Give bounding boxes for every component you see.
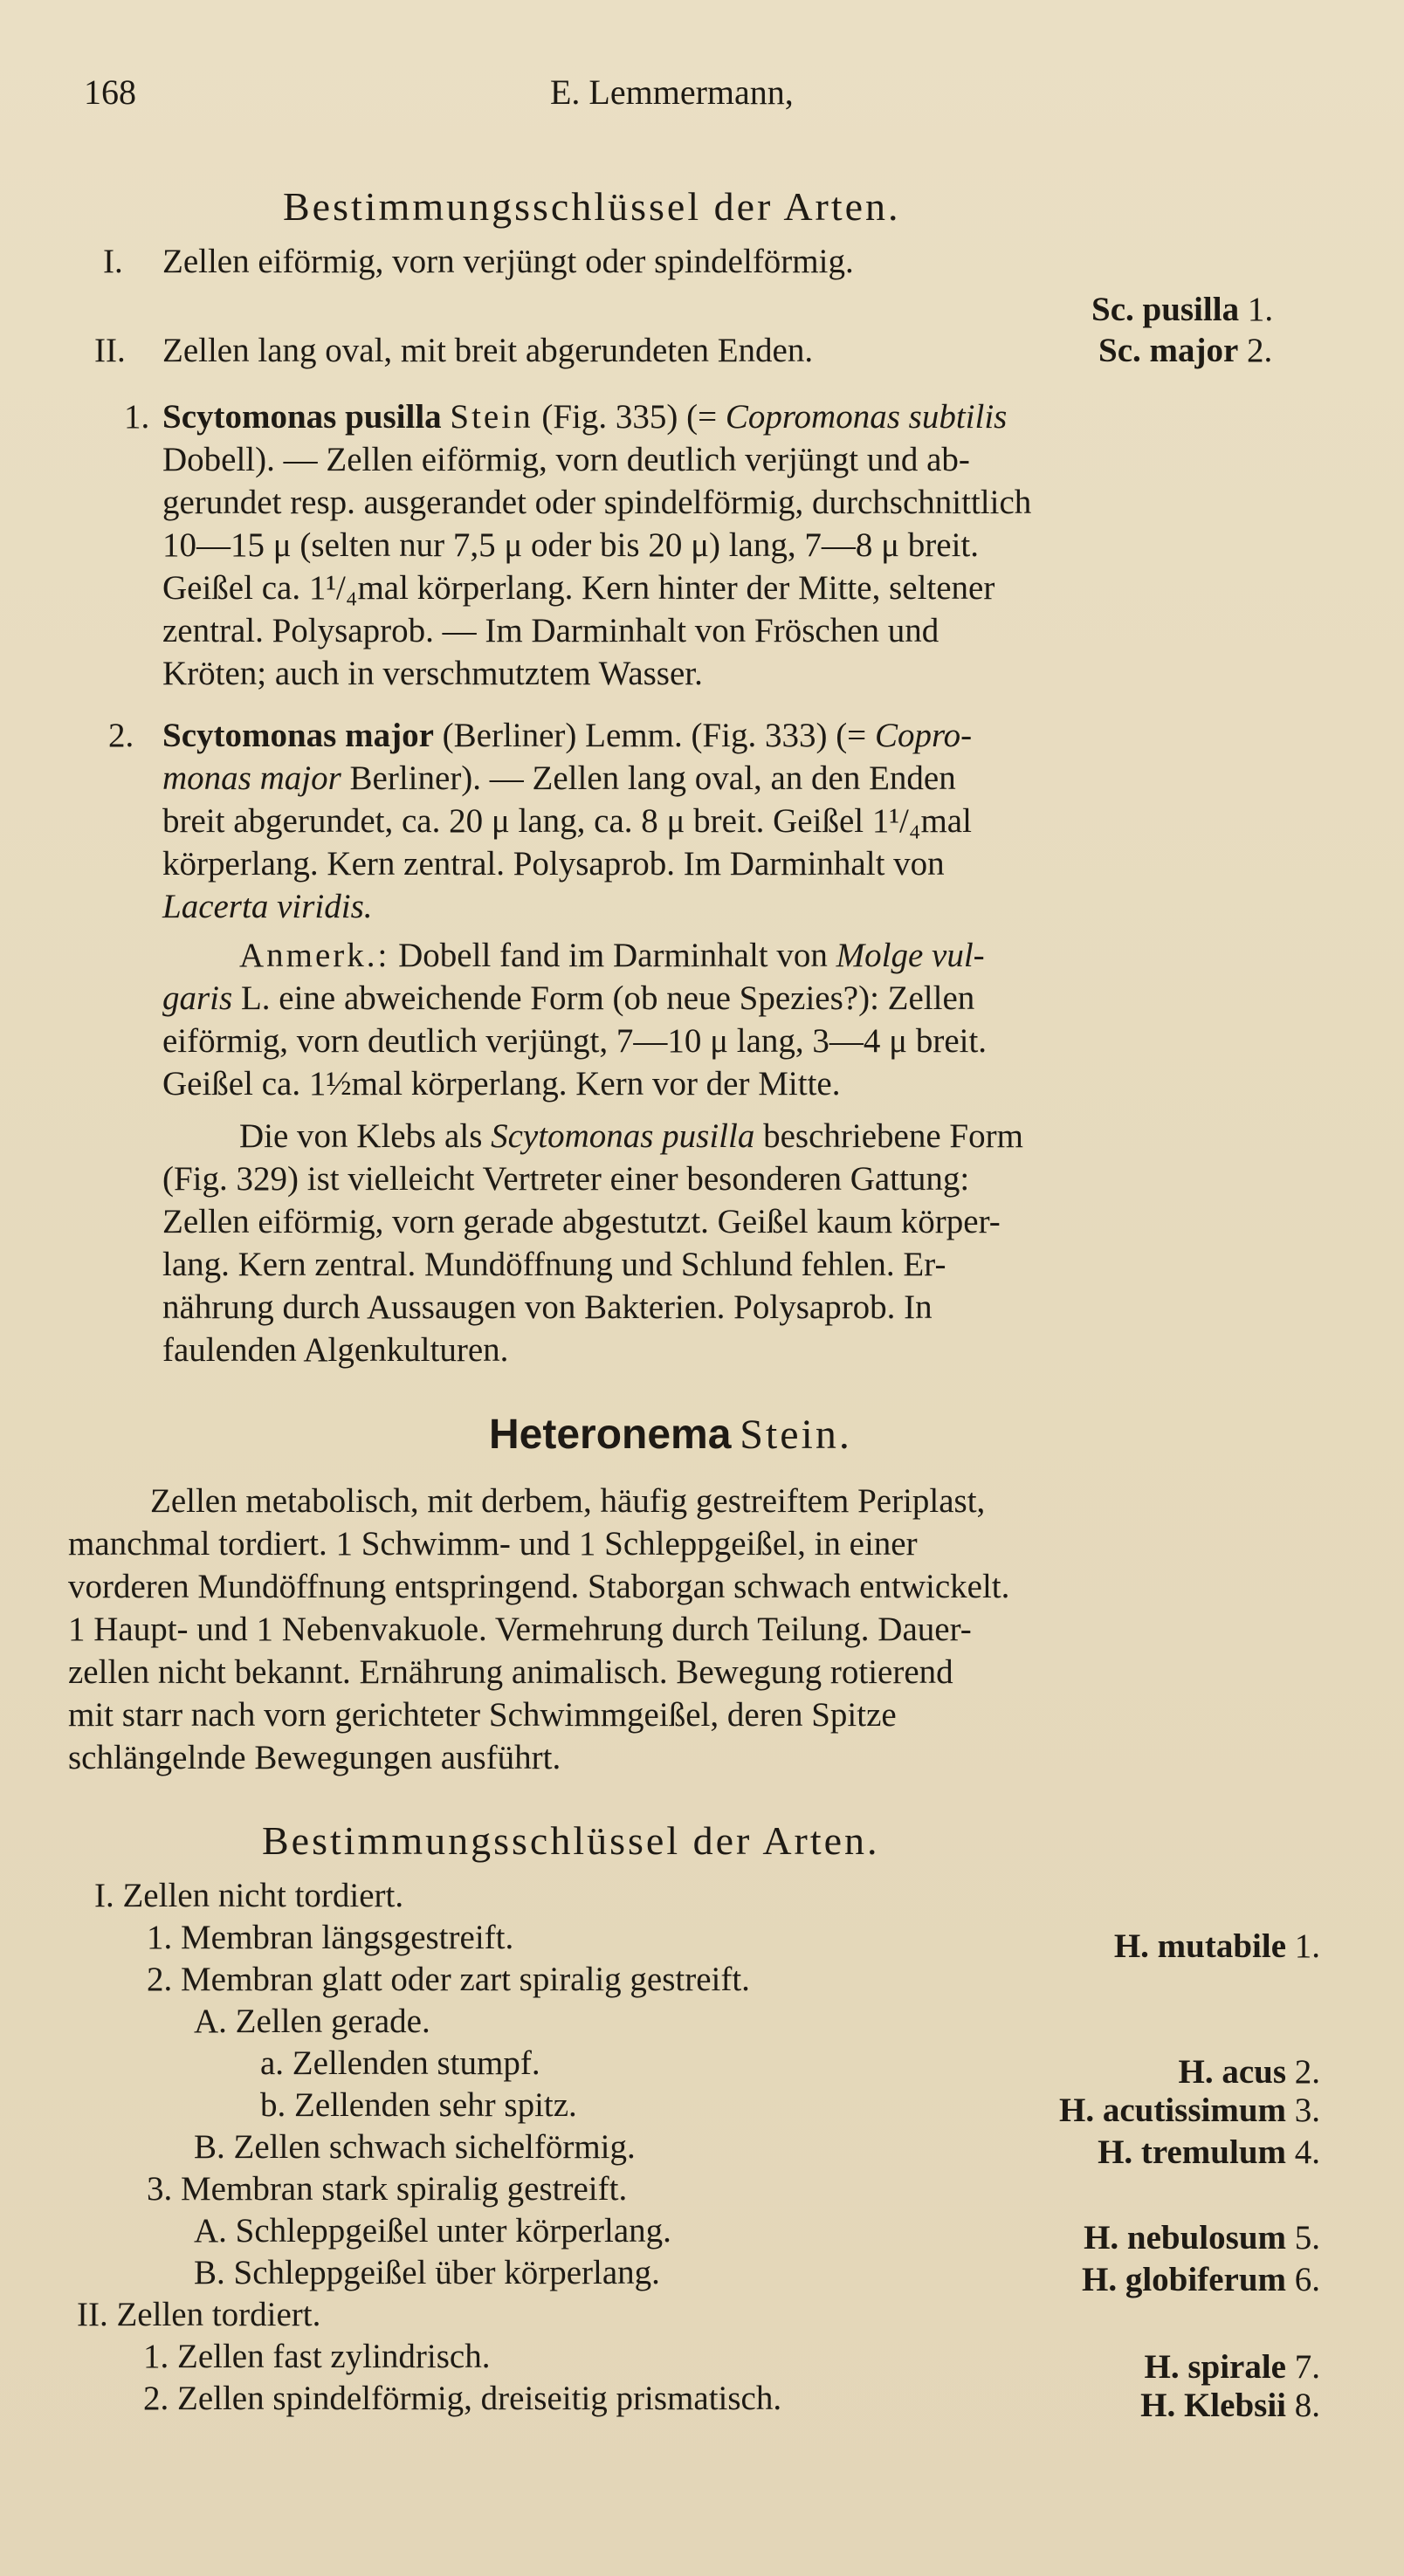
- species-author: (Berliner) Lemm. (Fig. 333) (=: [433, 717, 875, 754]
- key-lead-text: Zellen eiförmig, vorn verjüngt oder spindelförmig.: [162, 243, 854, 280]
- species-name: H. acus: [1178, 2053, 1286, 2091]
- body-line: nährung durch Aussaugen von Bakterien. Polysaprob. In: [162, 1288, 933, 1326]
- species-name: H. mutabile: [1113, 1927, 1286, 1965]
- key-row-text: 2. Membran glatt oder zart spiralig gestreift.: [147, 1961, 750, 1998]
- body-line: zentral. Polysaprob. — Im Darminhalt von Fröschen und: [162, 612, 939, 649]
- note-label: Anmerk.:: [239, 937, 390, 974]
- body-line: schlängelnde Bewegungen ausführt.: [68, 1739, 561, 1776]
- key-row-text: a. Zellenden stumpf.: [260, 2044, 540, 2082]
- taxon-name: garis: [162, 979, 233, 1017]
- body-line: [162, 761, 956, 795]
- note-first-line: [239, 1119, 1023, 1153]
- body-line: (Fig. 329) ist vielleicht Vertreter einer besonderen Gattung:: [162, 1160, 970, 1198]
- species-number: 1.: [1294, 1927, 1320, 1965]
- key-row-text: B. Schleppgeißel über körperlang.: [194, 2254, 660, 2291]
- key-row-text: 1. Zellen fast zylindrisch.: [143, 2338, 491, 2375]
- body-text: L. eine abweichende Form (ob neue Spezies?): Zellen: [232, 979, 975, 1017]
- key-row-text: 1. Membran längsgestreift.: [147, 1919, 514, 1956]
- key-result: [1084, 2221, 1320, 2255]
- body-text: Dobell fand im Darminhalt von: [389, 937, 836, 974]
- figure-ref: (Fig. 335) (=: [533, 398, 726, 436]
- key-result: [1091, 292, 1273, 326]
- body-line: Zellen metabolisch, mit derbem, häufig gestreiftem Periplast,: [150, 1482, 986, 1520]
- body-line: manchmal tordiert. 1 Schwimm- und 1 Schleppgeißel, in einer: [68, 1525, 918, 1563]
- key-row-text: A. Zellen gerade.: [194, 2002, 430, 2040]
- key-row-text: 3. Membran stark spiralig gestreift.: [147, 2170, 628, 2208]
- species-name: Sc. major: [1098, 332, 1239, 369]
- key-result: [1082, 2263, 1320, 2297]
- running-title: E. Lemmermann,: [550, 72, 794, 112]
- body-line: mit starr nach vorn gerichteter Schwimmgeißel, deren Spitze: [68, 1696, 897, 1734]
- body-line: eiförmig, vorn deutlich verjüngt, 7—10 μ lang, 3—4 μ breit.: [162, 1022, 988, 1060]
- body-line: 1 Haupt- und 1 Nebenvakuole. Vermehrung durch Teilung. Dauer-: [68, 1611, 972, 1648]
- species-name: Sc. pusilla: [1091, 291, 1240, 328]
- key-heading: Bestimmungsschlüssel der Arten.: [283, 184, 901, 229]
- key-result: [1059, 2093, 1320, 2127]
- body-line: faulenden Algenkulturen.: [162, 1331, 509, 1369]
- key-row-text: b. Zellenden sehr spitz.: [260, 2086, 577, 2124]
- species-name: H. spirale: [1144, 2348, 1286, 2386]
- body-line: körperlang. Kern zentral. Polysaprob. Im Darminhalt von: [162, 845, 945, 883]
- body-line: vorderen Mundöffnung entspringend. Staborgan schwach entwickelt.: [68, 1568, 1010, 1605]
- species-name: H. Klebsii: [1140, 2387, 1286, 2424]
- genus-author: Stein.: [740, 1412, 852, 1458]
- species-entry-first-line: [162, 400, 1007, 434]
- key-result: [1145, 2350, 1321, 2384]
- key-row-text: II. Zellen tordiert.: [77, 2296, 321, 2333]
- species-entry-first-line: [162, 718, 972, 752]
- body-line: Zellen eiförmig, vorn gerade abgestutzt. Geißel kaum körper-: [162, 1203, 1001, 1240]
- species-name: H. acutissimum: [1058, 2092, 1286, 2129]
- key-lead-text: Zellen lang oval, mit breit abgerundeten Enden.: [162, 332, 814, 369]
- body-line: [162, 981, 974, 1015]
- species-name: Scytomonas pusilla: [162, 398, 442, 436]
- species-number: 1.: [1247, 291, 1274, 328]
- body-line: breit abgerundet, ca. 20 μ lang, ca. 8 μ breit. Geißel 1¹/₄mal: [162, 802, 972, 840]
- species-number: 3.: [1294, 2092, 1320, 2129]
- key-lead-number: II.: [94, 332, 126, 369]
- taxon-name: Scytomonas pusilla: [491, 1117, 755, 1155]
- key-result: [1178, 2055, 1320, 2089]
- species-number: 2.: [1294, 2053, 1320, 2091]
- species-name: H. nebulosum: [1084, 2219, 1286, 2257]
- key-lead-number: I.: [103, 243, 123, 280]
- key-result: [1140, 2388, 1320, 2422]
- note-first-line: [239, 938, 985, 972]
- species-number: 6.: [1294, 2261, 1320, 2298]
- body-line: Kröten; auch in verschmutztem Wasser.: [162, 655, 703, 692]
- species-number: 4.: [1294, 2133, 1320, 2171]
- species-number: 5.: [1294, 2219, 1320, 2257]
- body-line: zellen nicht bekannt. Ernährung animalisch. Bewegung rotierend: [68, 1653, 953, 1691]
- key-row-text: A. Schleppgeißel unter körperlang.: [194, 2212, 671, 2250]
- key-heading: Bestimmungsschlüssel der Arten.: [262, 1818, 880, 1863]
- species-name: H. tremulum: [1098, 2133, 1286, 2171]
- key-row-text: I. Zellen nicht tordiert.: [94, 1877, 404, 1914]
- page-number: 168: [84, 72, 136, 112]
- key-result: [1098, 2135, 1320, 2169]
- synonym: Copro-: [874, 717, 973, 754]
- body-line: Geißel ca. 1¹/₄mal körperlang. Kern hinter der Mitte, seltener: [162, 569, 995, 607]
- key-result: [1098, 333, 1272, 368]
- genus-name: Heteronema: [489, 1412, 732, 1458]
- body-text: Berliner). — Zellen lang oval, an den Enden: [341, 759, 956, 797]
- key-result: [1114, 1929, 1320, 1963]
- species-number: 8.: [1294, 2387, 1320, 2424]
- body-line: Geißel ca. 1½mal körperlang. Kern vor der Mitte.: [162, 1065, 841, 1103]
- body-line: 10—15 μ (selten nur 7,5 μ oder bis 20 μ) lang, 7—8 μ breit.: [162, 526, 979, 564]
- species-name: H. globiferum: [1082, 2261, 1286, 2298]
- body-line: Dobell). — Zellen eiförmig, vorn deutlich verjüngt und ab-: [162, 441, 970, 478]
- synonym: Copromonas subtilis: [725, 398, 1008, 436]
- species-number: 2.: [1247, 332, 1273, 369]
- body-line: lang. Kern zentral. Mundöffnung und Schlund fehlen. Er-: [162, 1246, 946, 1283]
- species-number: 1.: [124, 398, 150, 436]
- body-line: gerundet resp. ausgerandet oder spindelförmig, durchschnittlich: [162, 484, 1032, 521]
- body-text: Die von Klebs als: [239, 1117, 492, 1155]
- species-number: 7.: [1294, 2348, 1320, 2386]
- taxon-name: Molge vul-: [836, 937, 985, 974]
- key-row-text: B. Zellen schwach sichelförmig.: [194, 2128, 636, 2166]
- species-name: Scytomonas major: [162, 717, 434, 754]
- key-row-text: 2. Zellen spindelförmig, dreiseitig prismatisch.: [143, 2380, 782, 2417]
- synonym: monas major: [162, 759, 341, 797]
- host-name: Lacerta viridis.: [162, 888, 373, 925]
- species-number: 2.: [108, 717, 134, 754]
- body-text: beschriebene Form: [754, 1117, 1023, 1155]
- species-author: Stein: [450, 398, 533, 436]
- genus-heading: [489, 1414, 852, 1456]
